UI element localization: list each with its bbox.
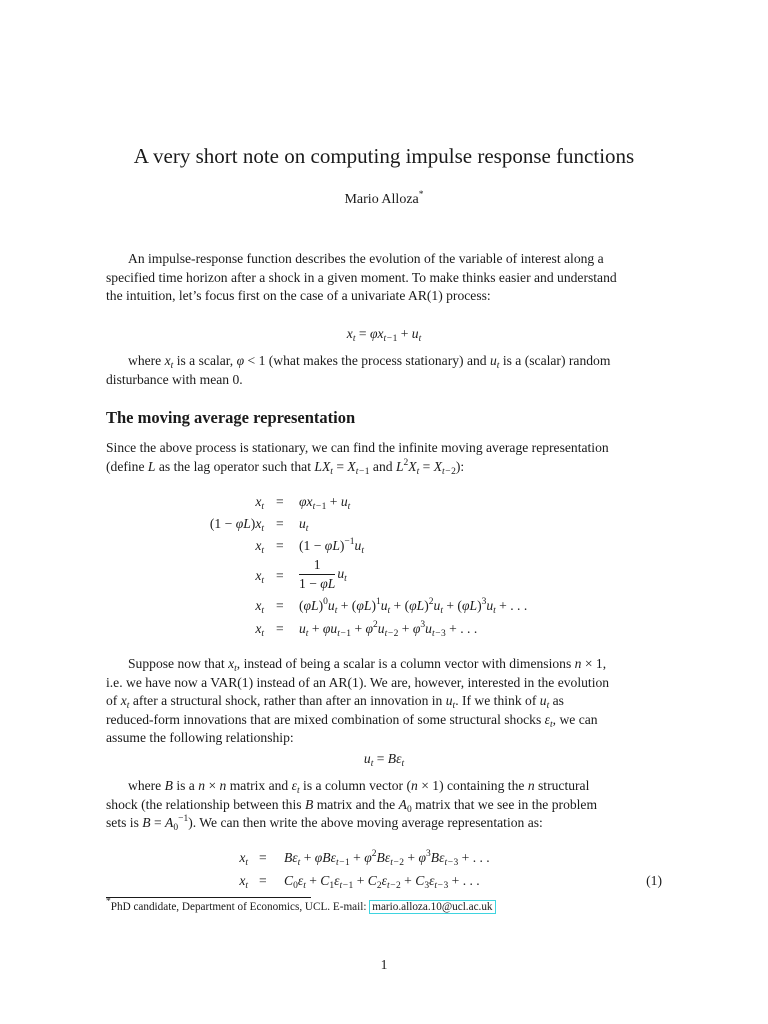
where-b-paragraph: where B is a n × n matrix and $\varepsilon_t$ is a column vector (n × 1) containing the n structural shock (the relationship between this B matrix and the $A_0$ matrix that we see in the problem sets is $B = A_0^{-1}$). We can then write the above moving average representation as: <box>106 778 598 834</box>
ma-intro-text-2: as the lag operator such that <box>158 458 311 474</box>
var-paragraph: Suppose now that $x_t$, instead of being a scalar is a column vector with dimensions n × 1, i.e. we have now a VAR(1) instead of an AR(1). We are, however, interested in the evolution of $x_t$ after a structural shock, rather than after an innovation in $u_t$. If we think of $u_t$ as reduced-form innovations that are mixed combination of some structural shocks $\varepsilon_t$, we can assume the following relationship: <box>106 655 662 748</box>
intro-line-3: the intuition, let’s focus first on the case of a univariate AR(1) process: <box>106 288 491 304</box>
ma-eq-row-4-fraction: $\frac{1}{1 - \varphi L}$ $u_t$ <box>299 557 347 591</box>
section-heading: The moving average representation <box>106 408 356 427</box>
ma-intro-text-3: and <box>372 458 393 474</box>
where2-text-2c: matrix that we see in the problem <box>415 796 598 812</box>
footnote <box>106 897 496 913</box>
document-title: A very short note on computing impulse response functions <box>133 144 635 168</box>
var-text-3a: of <box>106 693 118 709</box>
where2-text-3a: sets is <box>106 815 139 831</box>
where1-text-1: where <box>128 353 162 368</box>
document-page: A very short note on computing impulse response functions Mario Alloza* An impulse-response function describes the evolution of the variable of interest along a specified time horizon after a shock in a given moment. To make thinks easier and understand the intuition, let’s focus first on the case of a univariate AR(1) process: $x_t = \varphi x_{t-1} + u_t$ where $x_t$ is a scalar, φ < 1 (what makes the process stationary) and $u_t$ is a (scalar) random disturbance with mean 0. The moving average representation Since the above process is stationary, we can find the infinite moving average representation (define L as the lag operator such that $LX_t = X_{t-1}$ and $L^2X_t = X_{t-2}$): $x_t$ = $\varphi x_{t-1} + u_t$ $(1 - \varphi L)x_t$ = $u_t$ $x_t$ = $(1 - \varphi L)^{-1}u_t$ $x_t$ = $\frac{1}{1 - \varphi L}$ $u_t$ $x_t$ = $(\varphi L)^0u_t + (\varphi L)^1u_t + (\varphi L)^2u_t + (\varphi L)^3u_t$ + . . . $x_t$ = $u_t + \varphi u_{t-1} + \varphi^2u_{t-2} + \varphi^3u_{t-3}$ + . . . Suppose now that $x_t$, instead of being a scalar is a column vector with dimensions n × 1, i.e. we have now a VAR(1) instead of an AR(1). We are, however, interested in the evolution of $x_t$ after a structural shock, rather than after an innovation in $u_t$. If we think of $u_t$ as reduced-form innovations that are mixed combination of some structural shocks $\varepsilon_t$, we can assume the following relationship: $u_t = B\varepsilon_t$ where B is a n × n matrix and $\varepsilon_t$ is a column vector (n × 1) containing the n structural shock (the relationship between this B matrix and the $A_0$ matrix that we see in the problem sets is $B = A_0^{-1}$). We can then write the above moving average representation as: $x_t$ = $B\varepsilon_t + \varphi B\varepsilon_{t-1} + \varphi^2B\varepsilon_{t-2} + \varphi^3B\varepsilon_{t-3}$ + . . . $x_t$ = $C_0\varepsilon_t + C_1\varepsilon_{t-1} + C_2\varepsilon_{t-2} + C_3\varepsilon_{t-3}$ + . . . (1) *PhD candidate, Department of Economics, UCL. E-mail: mario.alloza.10@ucl.ac.uk 1 <box>0 0 768 1024</box>
ar1-equation: $x_t = \varphi x_{t-1} + u_t$ <box>346 326 422 344</box>
equation-number: (1) <box>646 873 662 888</box>
where2-text-1b: is a <box>176 778 195 793</box>
page-number: 1 <box>380 957 388 972</box>
where2-text-1c: matrix and <box>229 778 289 793</box>
var-text-4b: , we can <box>552 711 598 727</box>
var-text-4a: reduced-form innovations that are mixed combination of some structural shocks <box>106 711 542 727</box>
author-line <box>0 192 768 208</box>
where1-text-4: is a (scalar) random <box>502 353 611 368</box>
where-scalar-paragraph: where $x_t$ is a scalar, φ < 1 (what makes the process stationary) and $u_t$ is a (scalar) random disturbance with mean 0. <box>106 352 662 389</box>
ma-intro-line-1: Since the above process is stationary, we can find the infinite moving average representation <box>106 440 609 455</box>
var-text-3b: after a structural shock, rather than after an innovation in <box>132 693 443 709</box>
intro-paragraph <box>106 250 662 306</box>
where2-text-1a: where <box>128 778 162 793</box>
intro-line-1: An impulse-response function describes the evolution of the variable of interest along a <box>128 251 604 266</box>
ma-intro-text-4: ): <box>455 458 465 474</box>
var-line-2: i.e. we have now a VAR(1) instead of an AR(1). We are, however, interested in the evolution <box>106 674 610 690</box>
intro-line-2: specified time horizon after a shock in a given moment. To make thinks easier and understand <box>106 269 617 285</box>
email-link[interactable]: mario.alloza.10@ucl.ac.uk <box>369 900 495 914</box>
where2-text-1f: structural <box>538 778 590 793</box>
footnote-rule <box>106 897 311 898</box>
author-footnote-mark: * <box>418 190 424 200</box>
where2-text-3b: ). We can then write the above moving average representation as: <box>188 815 543 831</box>
where1-text-2: is a scalar, <box>176 353 234 368</box>
var-text-3d: as <box>552 693 564 709</box>
var-text-1b: , instead of being a scalar is a column vector with dimensions <box>236 656 572 671</box>
where2-text-1e: containing the <box>447 778 525 793</box>
ma-intro-text-1: (define <box>106 458 145 474</box>
author-name: Mario Alloza <box>344 192 419 207</box>
footnote-text: PhD candidate, Department of Economics, UCL. E-mail: <box>110 901 367 913</box>
where1-line-2: disturbance with mean 0. <box>106 371 243 387</box>
var-text-3c: . If we think of <box>455 693 537 709</box>
var-text-1a: Suppose now that <box>128 656 225 671</box>
footnote-mark: * <box>106 897 111 907</box>
var-line-5: assume the following relationship: <box>106 730 294 746</box>
ma-intro-paragraph: Since the above process is stationary, we can find the infinite moving average representation (define L as the lag operator such that $LX_t = X_{t-1}$ and $L^2X_t = X_{t-2}$): <box>106 439 662 476</box>
where1-text-3: (what makes the process stationary) and <box>268 353 487 368</box>
where2-text-2a: shock (the relationship between this <box>106 796 302 812</box>
where2-text-2b: matrix and the <box>316 796 396 812</box>
shock-relationship-equation: $u_t = B\varepsilon_t$ <box>363 751 405 769</box>
where2-text-1d: is a column vector <box>303 778 404 793</box>
